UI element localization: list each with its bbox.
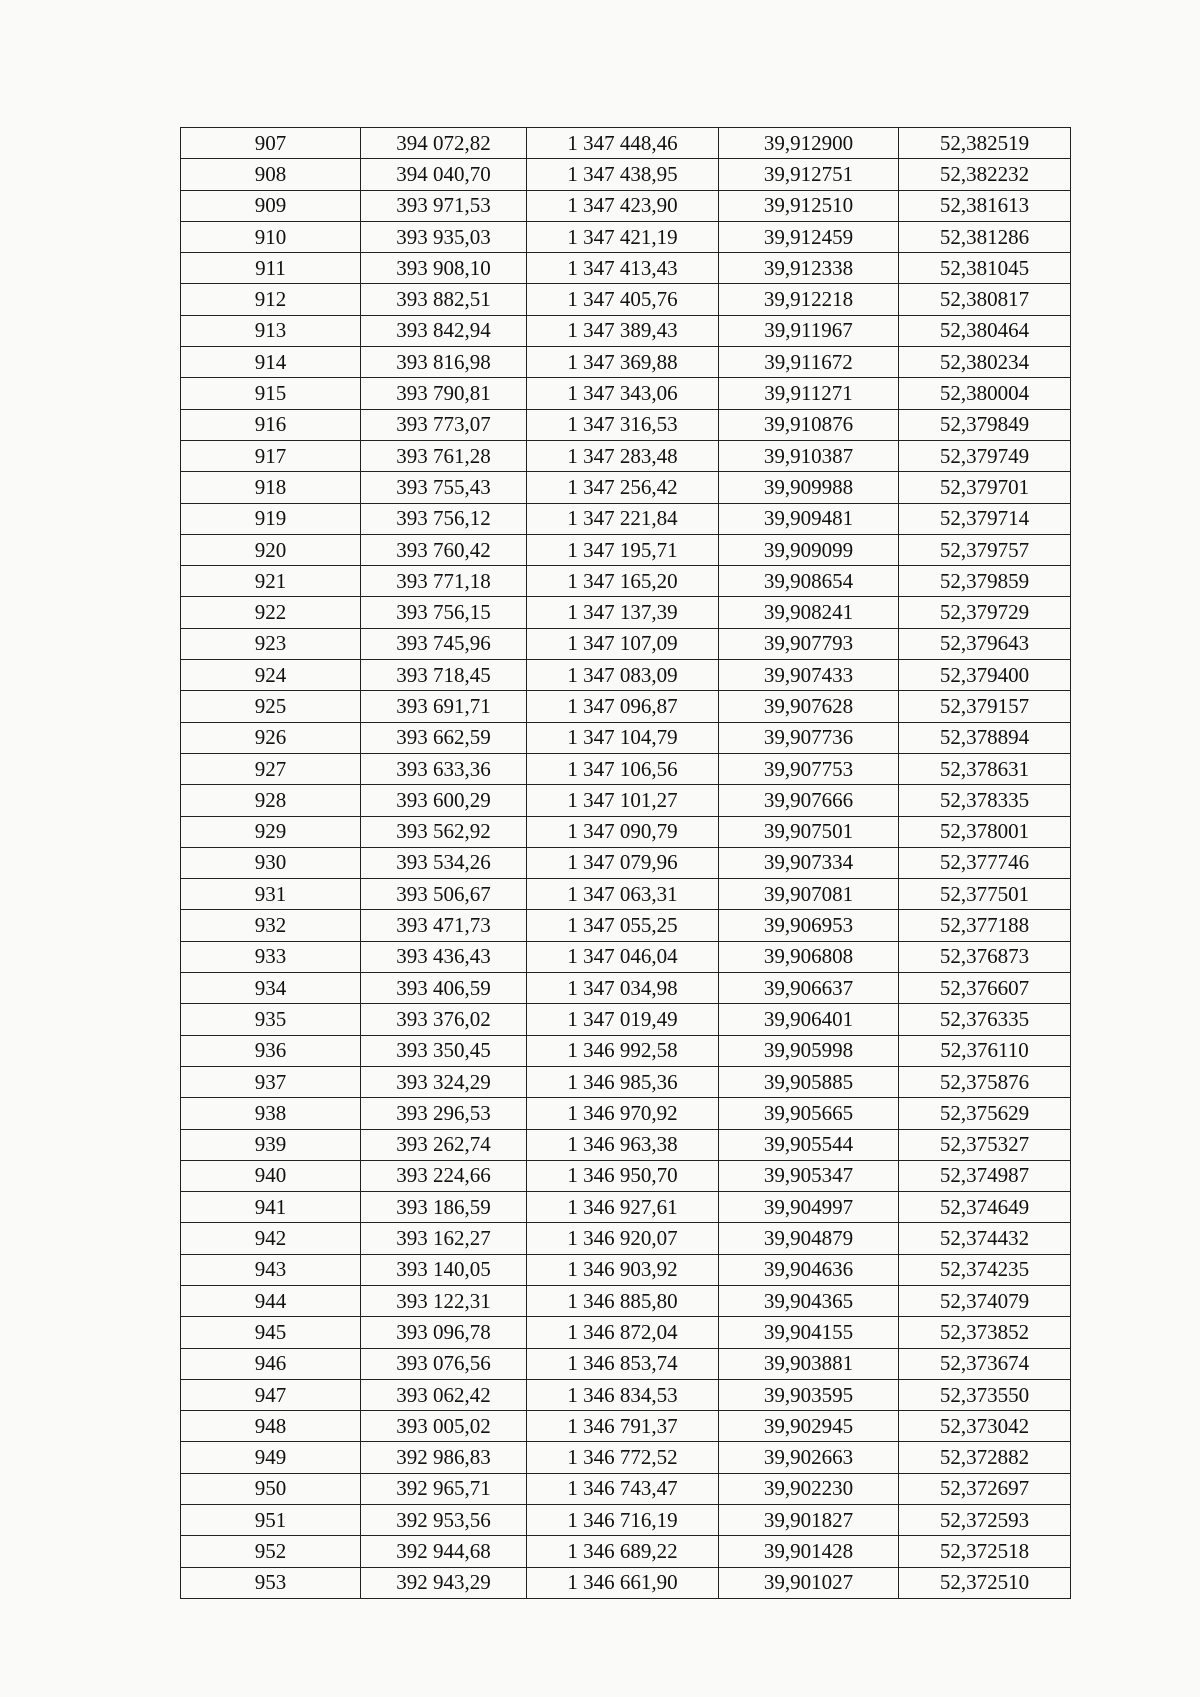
longitude-cell: 52,379849 xyxy=(899,409,1071,440)
table-row xyxy=(181,1160,1071,1191)
table-row xyxy=(181,1505,1071,1536)
x-coordinate-cell: 393 882,51 xyxy=(361,284,527,315)
longitude-cell: 52,378001 xyxy=(899,816,1071,847)
point-number-cell: 916 xyxy=(181,409,361,440)
latitude-cell: 39,907081 xyxy=(719,879,899,910)
point-number-cell: 935 xyxy=(181,1004,361,1035)
table-row xyxy=(181,847,1071,878)
longitude-cell: 52,380004 xyxy=(899,378,1071,409)
y-coordinate-cell: 1 347 019,49 xyxy=(527,1004,719,1035)
longitude-cell: 52,374235 xyxy=(899,1254,1071,1285)
latitude-cell: 39,905885 xyxy=(719,1066,899,1097)
x-coordinate-cell: 392 986,83 xyxy=(361,1442,527,1473)
longitude-cell: 52,377188 xyxy=(899,910,1071,941)
longitude-cell: 52,372518 xyxy=(899,1536,1071,1567)
latitude-cell: 39,905544 xyxy=(719,1129,899,1160)
longitude-cell: 52,373852 xyxy=(899,1317,1071,1348)
x-coordinate-cell: 393 761,28 xyxy=(361,440,527,471)
latitude-cell: 39,907736 xyxy=(719,722,899,753)
point-number-cell: 919 xyxy=(181,503,361,534)
latitude-cell: 39,901428 xyxy=(719,1536,899,1567)
latitude-cell: 39,907433 xyxy=(719,660,899,691)
y-coordinate-cell: 1 346 689,22 xyxy=(527,1536,719,1567)
latitude-cell: 39,906401 xyxy=(719,1004,899,1035)
point-number-cell: 908 xyxy=(181,159,361,190)
point-number-cell: 918 xyxy=(181,472,361,503)
table-row xyxy=(181,284,1071,315)
longitude-cell: 52,382232 xyxy=(899,159,1071,190)
table-row xyxy=(181,159,1071,190)
latitude-cell: 39,905998 xyxy=(719,1035,899,1066)
longitude-cell: 52,376110 xyxy=(899,1035,1071,1066)
point-number-cell: 933 xyxy=(181,941,361,972)
longitude-cell: 52,372882 xyxy=(899,1442,1071,1473)
latitude-cell: 39,912510 xyxy=(719,190,899,221)
table-row xyxy=(181,440,1071,471)
longitude-cell: 52,379757 xyxy=(899,534,1071,565)
point-number-cell: 944 xyxy=(181,1285,361,1316)
point-number-cell: 927 xyxy=(181,753,361,784)
table-row xyxy=(181,691,1071,722)
point-number-cell: 947 xyxy=(181,1379,361,1410)
longitude-cell: 52,378335 xyxy=(899,785,1071,816)
point-number-cell: 912 xyxy=(181,284,361,315)
y-coordinate-cell: 1 346 970,92 xyxy=(527,1098,719,1129)
y-coordinate-cell: 1 347 096,87 xyxy=(527,691,719,722)
latitude-cell: 39,907793 xyxy=(719,628,899,659)
longitude-cell: 52,374432 xyxy=(899,1223,1071,1254)
latitude-cell: 39,907334 xyxy=(719,847,899,878)
latitude-cell: 39,903881 xyxy=(719,1348,899,1379)
point-number-cell: 932 xyxy=(181,910,361,941)
longitude-cell: 52,374079 xyxy=(899,1285,1071,1316)
latitude-cell: 39,912338 xyxy=(719,253,899,284)
table-row xyxy=(181,1035,1071,1066)
x-coordinate-cell: 393 534,26 xyxy=(361,847,527,878)
y-coordinate-cell: 1 347 389,43 xyxy=(527,315,719,346)
table-row xyxy=(181,503,1071,534)
point-number-cell: 951 xyxy=(181,1505,361,1536)
longitude-cell: 52,374987 xyxy=(899,1160,1071,1191)
x-coordinate-cell: 393 842,94 xyxy=(361,315,527,346)
x-coordinate-cell: 393 406,59 xyxy=(361,973,527,1004)
y-coordinate-cell: 1 347 423,90 xyxy=(527,190,719,221)
point-number-cell: 953 xyxy=(181,1567,361,1598)
point-number-cell: 943 xyxy=(181,1254,361,1285)
point-number-cell: 921 xyxy=(181,566,361,597)
point-number-cell: 920 xyxy=(181,534,361,565)
table-row xyxy=(181,1285,1071,1316)
longitude-cell: 52,381045 xyxy=(899,253,1071,284)
latitude-cell: 39,907753 xyxy=(719,753,899,784)
longitude-cell: 52,379859 xyxy=(899,566,1071,597)
y-coordinate-cell: 1 346 885,80 xyxy=(527,1285,719,1316)
y-coordinate-cell: 1 347 106,56 xyxy=(527,753,719,784)
table-row xyxy=(181,597,1071,628)
longitude-cell: 52,379729 xyxy=(899,597,1071,628)
x-coordinate-cell: 393 296,53 xyxy=(361,1098,527,1129)
latitude-cell: 39,904155 xyxy=(719,1317,899,1348)
latitude-cell: 39,912218 xyxy=(719,284,899,315)
longitude-cell: 52,375629 xyxy=(899,1098,1071,1129)
longitude-cell: 52,379400 xyxy=(899,660,1071,691)
point-number-cell: 938 xyxy=(181,1098,361,1129)
x-coordinate-cell: 393 773,07 xyxy=(361,409,527,440)
table-row xyxy=(181,253,1071,284)
x-coordinate-cell: 393 816,98 xyxy=(361,347,527,378)
longitude-cell: 52,373042 xyxy=(899,1411,1071,1442)
latitude-cell: 39,910876 xyxy=(719,409,899,440)
longitude-cell: 52,375876 xyxy=(899,1066,1071,1097)
x-coordinate-cell: 393 718,45 xyxy=(361,660,527,691)
latitude-cell: 39,912900 xyxy=(719,128,899,159)
x-coordinate-cell: 393 376,02 xyxy=(361,1004,527,1035)
table-row xyxy=(181,1223,1071,1254)
table-row xyxy=(181,816,1071,847)
latitude-cell: 39,909988 xyxy=(719,472,899,503)
latitude-cell: 39,906953 xyxy=(719,910,899,941)
latitude-cell: 39,910387 xyxy=(719,440,899,471)
point-number-cell: 950 xyxy=(181,1473,361,1504)
latitude-cell: 39,908654 xyxy=(719,566,899,597)
x-coordinate-cell: 392 965,71 xyxy=(361,1473,527,1504)
table-row xyxy=(181,1379,1071,1410)
y-coordinate-cell: 1 346 791,37 xyxy=(527,1411,719,1442)
latitude-cell: 39,904636 xyxy=(719,1254,899,1285)
latitude-cell: 39,901827 xyxy=(719,1505,899,1536)
y-coordinate-cell: 1 347 079,96 xyxy=(527,847,719,878)
x-coordinate-cell: 393 471,73 xyxy=(361,910,527,941)
latitude-cell: 39,908241 xyxy=(719,597,899,628)
longitude-cell: 52,379701 xyxy=(899,472,1071,503)
y-coordinate-cell: 1 346 743,47 xyxy=(527,1473,719,1504)
table-row xyxy=(181,1254,1071,1285)
latitude-cell: 39,905665 xyxy=(719,1098,899,1129)
y-coordinate-cell: 1 347 104,79 xyxy=(527,722,719,753)
point-number-cell: 907 xyxy=(181,128,361,159)
y-coordinate-cell: 1 347 438,95 xyxy=(527,159,719,190)
y-coordinate-cell: 1 346 985,36 xyxy=(527,1066,719,1097)
point-number-cell: 930 xyxy=(181,847,361,878)
table-row xyxy=(181,534,1071,565)
y-coordinate-cell: 1 347 046,04 xyxy=(527,941,719,972)
x-coordinate-cell: 393 350,45 xyxy=(361,1035,527,1066)
table-row xyxy=(181,190,1071,221)
coordinates-table xyxy=(180,127,1071,1599)
table-row xyxy=(181,566,1071,597)
point-number-cell: 929 xyxy=(181,816,361,847)
table-row xyxy=(181,1129,1071,1160)
point-number-cell: 922 xyxy=(181,597,361,628)
x-coordinate-cell: 392 953,56 xyxy=(361,1505,527,1536)
x-coordinate-cell: 393 562,92 xyxy=(361,816,527,847)
point-number-cell: 939 xyxy=(181,1129,361,1160)
table-row xyxy=(181,973,1071,1004)
y-coordinate-cell: 1 347 165,20 xyxy=(527,566,719,597)
longitude-cell: 52,379749 xyxy=(899,440,1071,471)
x-coordinate-cell: 393 324,29 xyxy=(361,1066,527,1097)
x-coordinate-cell: 393 691,71 xyxy=(361,691,527,722)
x-coordinate-cell: 393 224,66 xyxy=(361,1160,527,1191)
longitude-cell: 52,372510 xyxy=(899,1567,1071,1598)
table-row xyxy=(181,1348,1071,1379)
x-coordinate-cell: 393 140,05 xyxy=(361,1254,527,1285)
x-coordinate-cell: 394 072,82 xyxy=(361,128,527,159)
latitude-cell: 39,904997 xyxy=(719,1192,899,1223)
x-coordinate-cell: 393 262,74 xyxy=(361,1129,527,1160)
x-coordinate-cell: 393 771,18 xyxy=(361,566,527,597)
table-row xyxy=(181,378,1071,409)
x-coordinate-cell: 393 186,59 xyxy=(361,1192,527,1223)
x-coordinate-cell: 393 005,02 xyxy=(361,1411,527,1442)
y-coordinate-cell: 1 347 413,43 xyxy=(527,253,719,284)
table-row xyxy=(181,660,1071,691)
table-row xyxy=(181,221,1071,252)
y-coordinate-cell: 1 347 137,39 xyxy=(527,597,719,628)
latitude-cell: 39,903595 xyxy=(719,1379,899,1410)
point-number-cell: 931 xyxy=(181,879,361,910)
y-coordinate-cell: 1 347 316,53 xyxy=(527,409,719,440)
longitude-cell: 52,379714 xyxy=(899,503,1071,534)
x-coordinate-cell: 393 633,36 xyxy=(361,753,527,784)
x-coordinate-cell: 393 122,31 xyxy=(361,1285,527,1316)
latitude-cell: 39,911967 xyxy=(719,315,899,346)
y-coordinate-cell: 1 346 963,38 xyxy=(527,1129,719,1160)
longitude-cell: 52,372697 xyxy=(899,1473,1071,1504)
point-number-cell: 942 xyxy=(181,1223,361,1254)
longitude-cell: 52,374649 xyxy=(899,1192,1071,1223)
longitude-cell: 52,380817 xyxy=(899,284,1071,315)
table-row xyxy=(181,879,1071,910)
y-coordinate-cell: 1 347 195,71 xyxy=(527,534,719,565)
point-number-cell: 952 xyxy=(181,1536,361,1567)
point-number-cell: 949 xyxy=(181,1442,361,1473)
y-coordinate-cell: 1 346 950,70 xyxy=(527,1160,719,1191)
y-coordinate-cell: 1 346 927,61 xyxy=(527,1192,719,1223)
longitude-cell: 52,377501 xyxy=(899,879,1071,910)
latitude-cell: 39,909481 xyxy=(719,503,899,534)
x-coordinate-cell: 392 943,29 xyxy=(361,1567,527,1598)
y-coordinate-cell: 1 347 055,25 xyxy=(527,910,719,941)
x-coordinate-cell: 393 760,42 xyxy=(361,534,527,565)
x-coordinate-cell: 393 971,53 xyxy=(361,190,527,221)
table-row xyxy=(181,1066,1071,1097)
y-coordinate-cell: 1 347 369,88 xyxy=(527,347,719,378)
y-coordinate-cell: 1 346 661,90 xyxy=(527,1567,719,1598)
table-row xyxy=(181,128,1071,159)
x-coordinate-cell: 393 506,67 xyxy=(361,879,527,910)
table-row xyxy=(181,1536,1071,1567)
latitude-cell: 39,904879 xyxy=(719,1223,899,1254)
y-coordinate-cell: 1 346 920,07 xyxy=(527,1223,719,1254)
table-row xyxy=(181,409,1071,440)
x-coordinate-cell: 393 662,59 xyxy=(361,722,527,753)
y-coordinate-cell: 1 346 903,92 xyxy=(527,1254,719,1285)
x-coordinate-cell: 393 756,12 xyxy=(361,503,527,534)
longitude-cell: 52,378894 xyxy=(899,722,1071,753)
table-row xyxy=(181,472,1071,503)
latitude-cell: 39,902663 xyxy=(719,1442,899,1473)
latitude-cell: 39,905347 xyxy=(719,1160,899,1191)
longitude-cell: 52,376607 xyxy=(899,973,1071,1004)
latitude-cell: 39,906637 xyxy=(719,973,899,1004)
longitude-cell: 52,377746 xyxy=(899,847,1071,878)
y-coordinate-cell: 1 346 992,58 xyxy=(527,1035,719,1066)
table-row xyxy=(181,1473,1071,1504)
latitude-cell: 39,902945 xyxy=(719,1411,899,1442)
point-number-cell: 936 xyxy=(181,1035,361,1066)
latitude-cell: 39,911271 xyxy=(719,378,899,409)
point-number-cell: 937 xyxy=(181,1066,361,1097)
latitude-cell: 39,901027 xyxy=(719,1567,899,1598)
longitude-cell: 52,373674 xyxy=(899,1348,1071,1379)
y-coordinate-cell: 1 347 421,19 xyxy=(527,221,719,252)
x-coordinate-cell: 392 944,68 xyxy=(361,1536,527,1567)
x-coordinate-cell: 393 600,29 xyxy=(361,785,527,816)
table-row xyxy=(181,1317,1071,1348)
latitude-cell: 39,912751 xyxy=(719,159,899,190)
y-coordinate-cell: 1 347 343,06 xyxy=(527,378,719,409)
y-coordinate-cell: 1 347 090,79 xyxy=(527,816,719,847)
table-row xyxy=(181,753,1071,784)
x-coordinate-cell: 393 745,96 xyxy=(361,628,527,659)
x-coordinate-cell: 393 162,27 xyxy=(361,1223,527,1254)
point-number-cell: 915 xyxy=(181,378,361,409)
longitude-cell: 52,379157 xyxy=(899,691,1071,722)
point-number-cell: 914 xyxy=(181,347,361,378)
x-coordinate-cell: 393 096,78 xyxy=(361,1317,527,1348)
table-row xyxy=(181,1567,1071,1598)
y-coordinate-cell: 1 346 716,19 xyxy=(527,1505,719,1536)
coordinates-table-body xyxy=(181,128,1071,1599)
longitude-cell: 52,380464 xyxy=(899,315,1071,346)
point-number-cell: 913 xyxy=(181,315,361,346)
latitude-cell: 39,902230 xyxy=(719,1473,899,1504)
table-row xyxy=(181,315,1071,346)
point-number-cell: 940 xyxy=(181,1160,361,1191)
y-coordinate-cell: 1 347 034,98 xyxy=(527,973,719,1004)
latitude-cell: 39,911672 xyxy=(719,347,899,378)
point-number-cell: 926 xyxy=(181,722,361,753)
y-coordinate-cell: 1 346 872,04 xyxy=(527,1317,719,1348)
point-number-cell: 941 xyxy=(181,1192,361,1223)
table-row xyxy=(181,1098,1071,1129)
latitude-cell: 39,907628 xyxy=(719,691,899,722)
table-row xyxy=(181,628,1071,659)
point-number-cell: 923 xyxy=(181,628,361,659)
longitude-cell: 52,378631 xyxy=(899,753,1071,784)
x-coordinate-cell: 393 790,81 xyxy=(361,378,527,409)
longitude-cell: 52,380234 xyxy=(899,347,1071,378)
latitude-cell: 39,906808 xyxy=(719,941,899,972)
point-number-cell: 928 xyxy=(181,785,361,816)
y-coordinate-cell: 1 347 448,46 xyxy=(527,128,719,159)
latitude-cell: 39,907666 xyxy=(719,785,899,816)
point-number-cell: 948 xyxy=(181,1411,361,1442)
longitude-cell: 52,373550 xyxy=(899,1379,1071,1410)
latitude-cell: 39,909099 xyxy=(719,534,899,565)
x-coordinate-cell: 393 062,42 xyxy=(361,1379,527,1410)
y-coordinate-cell: 1 347 083,09 xyxy=(527,660,719,691)
x-coordinate-cell: 393 755,43 xyxy=(361,472,527,503)
table-row xyxy=(181,1442,1071,1473)
point-number-cell: 925 xyxy=(181,691,361,722)
latitude-cell: 39,907501 xyxy=(719,816,899,847)
y-coordinate-cell: 1 347 107,09 xyxy=(527,628,719,659)
x-coordinate-cell: 394 040,70 xyxy=(361,159,527,190)
table-row xyxy=(181,347,1071,378)
point-number-cell: 909 xyxy=(181,190,361,221)
latitude-cell: 39,904365 xyxy=(719,1285,899,1316)
y-coordinate-cell: 1 347 063,31 xyxy=(527,879,719,910)
longitude-cell: 52,376873 xyxy=(899,941,1071,972)
point-number-cell: 924 xyxy=(181,660,361,691)
table-row xyxy=(181,785,1071,816)
longitude-cell: 52,379643 xyxy=(899,628,1071,659)
y-coordinate-cell: 1 346 772,52 xyxy=(527,1442,719,1473)
point-number-cell: 945 xyxy=(181,1317,361,1348)
point-number-cell: 917 xyxy=(181,440,361,471)
table-row xyxy=(181,910,1071,941)
table-row xyxy=(181,722,1071,753)
point-number-cell: 911 xyxy=(181,253,361,284)
point-number-cell: 910 xyxy=(181,221,361,252)
longitude-cell: 52,372593 xyxy=(899,1505,1071,1536)
longitude-cell: 52,381286 xyxy=(899,221,1071,252)
latitude-cell: 39,912459 xyxy=(719,221,899,252)
table-row xyxy=(181,941,1071,972)
longitude-cell: 52,381613 xyxy=(899,190,1071,221)
x-coordinate-cell: 393 756,15 xyxy=(361,597,527,628)
x-coordinate-cell: 393 935,03 xyxy=(361,221,527,252)
y-coordinate-cell: 1 346 853,74 xyxy=(527,1348,719,1379)
table-row xyxy=(181,1192,1071,1223)
x-coordinate-cell: 393 076,56 xyxy=(361,1348,527,1379)
y-coordinate-cell: 1 347 405,76 xyxy=(527,284,719,315)
longitude-cell: 52,376335 xyxy=(899,1004,1071,1035)
x-coordinate-cell: 393 908,10 xyxy=(361,253,527,284)
y-coordinate-cell: 1 347 283,48 xyxy=(527,440,719,471)
y-coordinate-cell: 1 346 834,53 xyxy=(527,1379,719,1410)
table-row xyxy=(181,1004,1071,1035)
y-coordinate-cell: 1 347 101,27 xyxy=(527,785,719,816)
longitude-cell: 52,375327 xyxy=(899,1129,1071,1160)
y-coordinate-cell: 1 347 221,84 xyxy=(527,503,719,534)
longitude-cell: 52,382519 xyxy=(899,128,1071,159)
table-row xyxy=(181,1411,1071,1442)
point-number-cell: 934 xyxy=(181,973,361,1004)
x-coordinate-cell: 393 436,43 xyxy=(361,941,527,972)
y-coordinate-cell: 1 347 256,42 xyxy=(527,472,719,503)
point-number-cell: 946 xyxy=(181,1348,361,1379)
